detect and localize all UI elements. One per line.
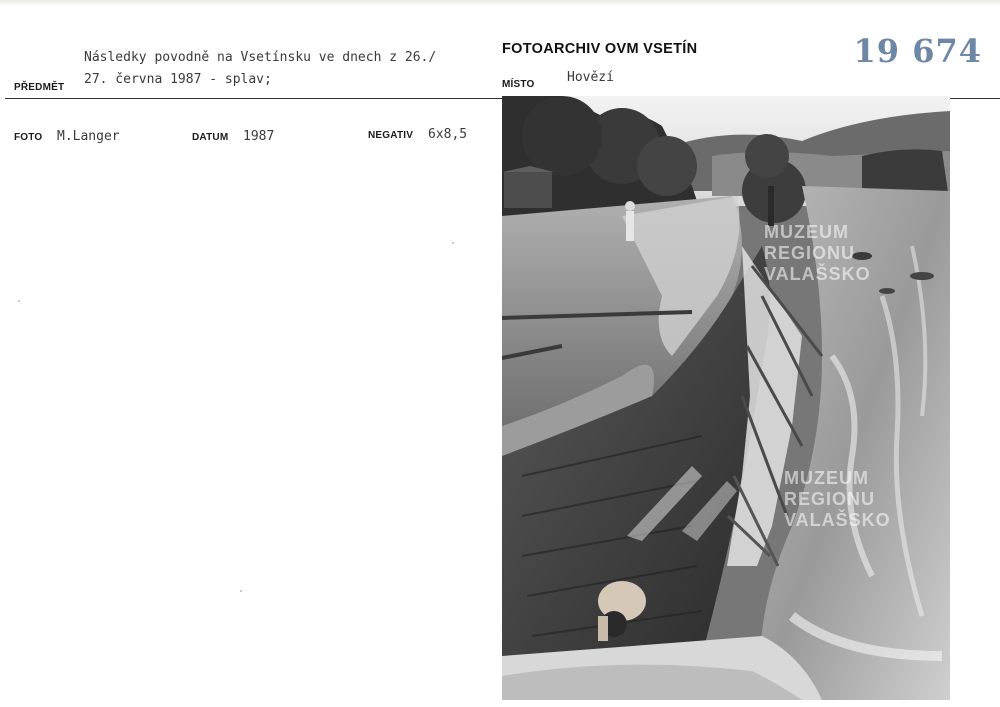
negative-label: NEGATIV — [368, 130, 414, 141]
date-label: DATUM — [192, 132, 229, 143]
photographer-value: M.Langer — [57, 129, 120, 144]
card-top-edge — [0, 0, 1000, 6]
watermark-upper — [764, 222, 871, 285]
place-value: Hovězí — [567, 70, 614, 85]
subject-line-2: 27. června 1987 - splav; — [84, 72, 272, 87]
paper-speck — [240, 590, 242, 592]
watermark-line: VALAŠSKO — [764, 264, 871, 284]
watermark-line: REGIONU — [784, 489, 876, 509]
photograph-image — [502, 96, 950, 700]
watermark-lower — [784, 468, 891, 531]
place-label: MÍSTO — [502, 79, 535, 90]
paper-speck — [18, 300, 20, 302]
date-value: 1987 — [243, 129, 275, 144]
watermark-logo-icon — [622, 456, 742, 546]
watermark-line: REGIONU — [764, 243, 856, 263]
archive-title: FOTOARCHIV OVM VSETÍN — [502, 41, 698, 57]
flood-weir-photograph — [502, 96, 950, 700]
photo-label: FOTO — [14, 132, 43, 143]
watermark-line: VALAŠSKO — [784, 510, 891, 530]
watermark-line: MUZEUM — [764, 222, 849, 242]
subject-line-1: Následky povodně na Vsetínsku ve dnech z 26./ — [84, 50, 437, 65]
archive-number-stamp: 19 674 — [853, 32, 982, 70]
watermark-line: MUZEUM — [784, 468, 869, 488]
subject-label: PŘEDMĚT — [14, 82, 65, 93]
negative-value: 6x8,5 — [428, 127, 468, 142]
paper-speck — [452, 242, 454, 244]
